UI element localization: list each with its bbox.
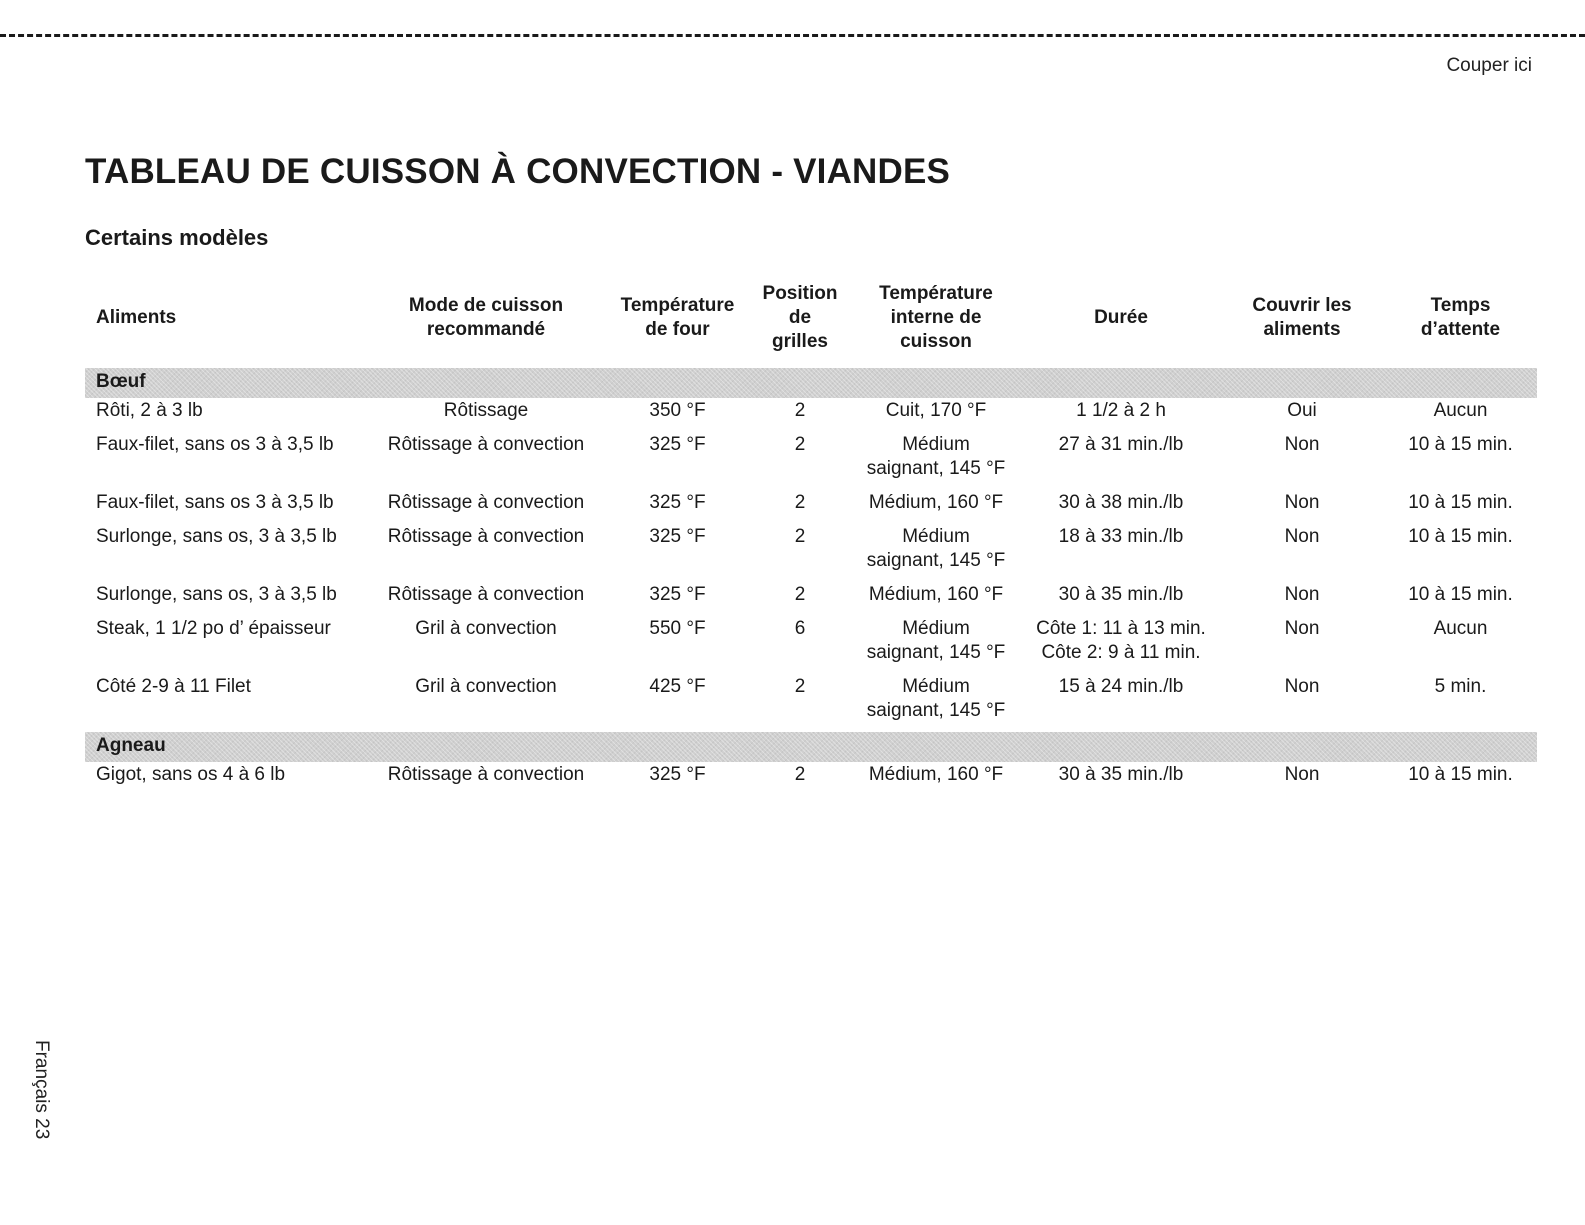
oven-temp-cell: 325 °F <box>649 584 706 605</box>
duration-cell: Côte 1: 11 à 13 min. Côte 2: 9 à 11 min. <box>1036 618 1206 663</box>
cover-cell: Non <box>1284 434 1320 455</box>
cooking-mode-cell: Rôtissage <box>443 400 529 421</box>
rack-position-cell: 2 <box>794 400 806 421</box>
cooking-mode-cell: Gril à convection <box>415 676 557 697</box>
cooking-mode-cell: Rôtissage à convection <box>387 492 585 513</box>
internal-temp-cell: Médium saignant, 145 °F <box>866 434 1006 479</box>
cover-cell: Non <box>1284 584 1320 605</box>
rack-position-cell: 2 <box>794 584 806 605</box>
cooking-table <box>85 278 1537 796</box>
cooking-mode-cell: Gril à convection <box>415 618 557 639</box>
table-row <box>85 524 1537 582</box>
oven-temp-cell: 325 °F <box>649 526 706 547</box>
table-body <box>85 368 1537 796</box>
column-header: Mode de cuisson recommandé <box>408 295 564 340</box>
rack-position-cell: 6 <box>794 618 806 639</box>
oven-temp-cell: 325 °F <box>649 764 706 785</box>
column-header: Temps d’attente <box>1420 295 1501 340</box>
internal-temp-cell: Médium, 160 °F <box>868 492 1004 513</box>
standing-time-cell: 10 à 15 min. <box>1408 492 1513 513</box>
cut-line <box>0 34 1585 37</box>
page-title: TABLEAU DE CUISSON À CONVECTION - VIANDES <box>85 152 951 191</box>
oven-temp-cell: 550 °F <box>649 618 706 639</box>
table-row <box>85 616 1537 674</box>
table-row <box>85 762 1537 796</box>
food-cell: Surlonge, sans os, 3 à 3,5 lb <box>96 526 337 547</box>
table-header-row <box>85 278 1537 368</box>
duration-cell: 15 à 24 min./lb <box>1058 676 1184 697</box>
section-label: Agneau <box>85 732 1537 762</box>
cover-cell: Non <box>1284 526 1320 547</box>
cooking-table-wrapper <box>85 278 1537 796</box>
internal-temp-cell: Médium, 160 °F <box>868 764 1004 785</box>
cooking-mode-cell: Rôtissage à convection <box>387 764 585 785</box>
internal-temp-cell: Cuit, 170 °F <box>885 400 987 421</box>
food-cell: Gigot, sans os 4 à 6 lb <box>96 764 286 785</box>
column-header: Température interne de cuisson <box>879 283 993 352</box>
food-cell: Faux-filet, sans os 3 à 3,5 lb <box>96 434 334 455</box>
cover-cell: Non <box>1284 492 1320 513</box>
table-row <box>85 398 1537 432</box>
section-row <box>85 368 1537 398</box>
table-row <box>85 674 1537 732</box>
cover-cell: Oui <box>1287 400 1317 421</box>
page-number-label: Français 23 <box>31 1040 52 1140</box>
column-header: Position de grilles <box>762 283 838 352</box>
internal-temp-cell: Médium, 160 °F <box>868 584 1004 605</box>
standing-time-cell: 5 min. <box>1434 676 1487 697</box>
food-cell: Faux-filet, sans os 3 à 3,5 lb <box>96 492 334 513</box>
rack-position-cell: 2 <box>794 676 806 697</box>
cut-label: Couper ici <box>1446 55 1532 76</box>
column-header: Aliments <box>96 307 177 328</box>
standing-time-cell: Aucun <box>1433 400 1488 421</box>
duration-cell: 30 à 35 min./lb <box>1058 764 1184 785</box>
standing-time-cell: 10 à 15 min. <box>1408 584 1513 605</box>
rack-position-cell: 2 <box>794 434 806 455</box>
table-row <box>85 490 1537 524</box>
oven-temp-cell: 325 °F <box>649 492 706 513</box>
table-row <box>85 582 1537 616</box>
rack-position-cell: 2 <box>794 492 806 513</box>
column-header: Température de four <box>620 295 735 340</box>
section-row <box>85 732 1537 762</box>
column-header: Couvrir les aliments <box>1252 295 1352 340</box>
duration-cell: 1 1/2 à 2 h <box>1076 400 1166 421</box>
internal-temp-cell: Médium saignant, 145 °F <box>866 526 1006 571</box>
oven-temp-cell: 325 °F <box>649 434 706 455</box>
cooking-mode-cell: Rôtissage à convection <box>387 526 585 547</box>
food-cell: Côté 2-9 à 11 Filet <box>96 676 251 697</box>
standing-time-cell: 10 à 15 min. <box>1408 434 1513 455</box>
internal-temp-cell: Médium saignant, 145 °F <box>866 618 1006 663</box>
cover-cell: Non <box>1284 676 1320 697</box>
section-label: Bœuf <box>85 368 1537 398</box>
food-cell: Surlonge, sans os, 3 à 3,5 lb <box>96 584 337 605</box>
cover-cell: Non <box>1284 618 1320 639</box>
rack-position-cell: 2 <box>794 526 806 547</box>
page-subtitle: Certains modèles <box>85 225 269 250</box>
internal-temp-cell: Médium saignant, 145 °F <box>866 676 1006 721</box>
table-row <box>85 432 1537 490</box>
oven-temp-cell: 350 °F <box>649 400 706 421</box>
duration-cell: 30 à 35 min./lb <box>1058 584 1184 605</box>
food-cell: Rôti, 2 à 3 lb <box>96 400 203 421</box>
rack-position-cell: 2 <box>794 764 806 785</box>
standing-time-cell: Aucun <box>1433 618 1488 639</box>
duration-cell: 18 à 33 min./lb <box>1058 526 1184 547</box>
column-header: Durée <box>1094 307 1148 328</box>
oven-temp-cell: 425 °F <box>649 676 706 697</box>
food-cell: Steak, 1 1/2 po d’ épaisseur <box>96 618 331 639</box>
cooking-mode-cell: Rôtissage à convection <box>387 584 585 605</box>
standing-time-cell: 10 à 15 min. <box>1408 764 1513 785</box>
duration-cell: 30 à 38 min./lb <box>1058 492 1184 513</box>
duration-cell: 27 à 31 min./lb <box>1058 434 1184 455</box>
cover-cell: Non <box>1284 764 1320 785</box>
standing-time-cell: 10 à 15 min. <box>1408 526 1513 547</box>
cooking-mode-cell: Rôtissage à convection <box>387 434 585 455</box>
